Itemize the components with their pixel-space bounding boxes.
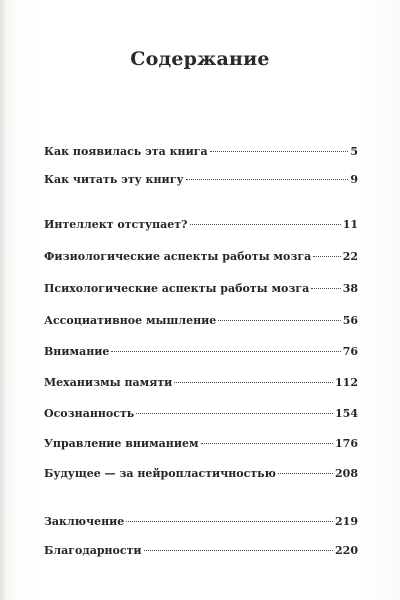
toc-entry-page: 154 (335, 407, 358, 420)
toc-entry-title: Будущее — за нейропластичностью (44, 467, 276, 480)
dot-leader (111, 351, 340, 352)
dot-leader (201, 443, 333, 444)
toc-entry (44, 282, 358, 298)
dot-leader (174, 382, 333, 383)
dot-leader (218, 320, 340, 321)
toc-entry-title: Осознанность (44, 407, 135, 420)
toc-entry (44, 250, 358, 266)
toc-entry-page: 220 (335, 544, 358, 557)
toc-entry-page: 22 (342, 250, 358, 263)
toc-entry (44, 376, 358, 392)
toc-entry (44, 145, 358, 161)
toc-entry-page: 11 (342, 218, 358, 231)
toc-entry-title: Как читать эту книгу (44, 173, 184, 186)
dot-leader (144, 550, 333, 551)
toc-entry-page: 176 (335, 437, 358, 450)
toc-entry (44, 173, 358, 189)
toc-entry (44, 314, 358, 330)
toc-entry-title: Управление вниманием (44, 437, 199, 450)
toc-entry (44, 218, 358, 234)
toc-entry-title: Механизмы памяти (44, 376, 173, 389)
toc-entry-page: 76 (342, 345, 358, 358)
page-title: Содержание (130, 48, 270, 70)
dot-leader (311, 288, 340, 289)
dot-leader (313, 256, 340, 257)
page-gutter-shadow (0, 0, 6, 600)
toc-entry-page: 208 (335, 467, 358, 480)
toc-entry-title: Интеллект отступает? (44, 218, 188, 231)
toc-entry-page: 219 (335, 515, 358, 528)
toc-entry-title: Психологические аспекты работы мозга (44, 282, 310, 295)
dot-leader (126, 521, 333, 522)
toc-entry (44, 467, 358, 483)
toc-entry-title: Физиологические аспекты работы мозга (44, 250, 312, 263)
toc-entry-title: Как появилась эта книга (44, 145, 208, 158)
toc-entry-title: Заключение (44, 515, 125, 528)
toc-entry-page: 5 (350, 145, 358, 158)
toc-entry-title: Ассоциативное мышление (44, 314, 217, 327)
toc-entry-page: 112 (335, 376, 358, 389)
toc-entry-page: 56 (342, 314, 358, 327)
toc-entry (44, 345, 358, 361)
toc-entry-title: Внимание (44, 345, 110, 358)
dot-leader (136, 413, 333, 414)
toc-entry-title: Благодарности (44, 544, 142, 557)
toc-entry (44, 544, 358, 560)
dot-leader (278, 473, 333, 474)
dot-leader (210, 151, 349, 152)
toc-entry (44, 437, 358, 453)
toc-entry (44, 515, 358, 531)
toc-entry-page: 9 (350, 173, 358, 186)
dot-leader (186, 179, 349, 180)
toc-entry-page: 38 (342, 282, 358, 295)
toc-entry (44, 407, 358, 423)
dot-leader (190, 224, 341, 225)
